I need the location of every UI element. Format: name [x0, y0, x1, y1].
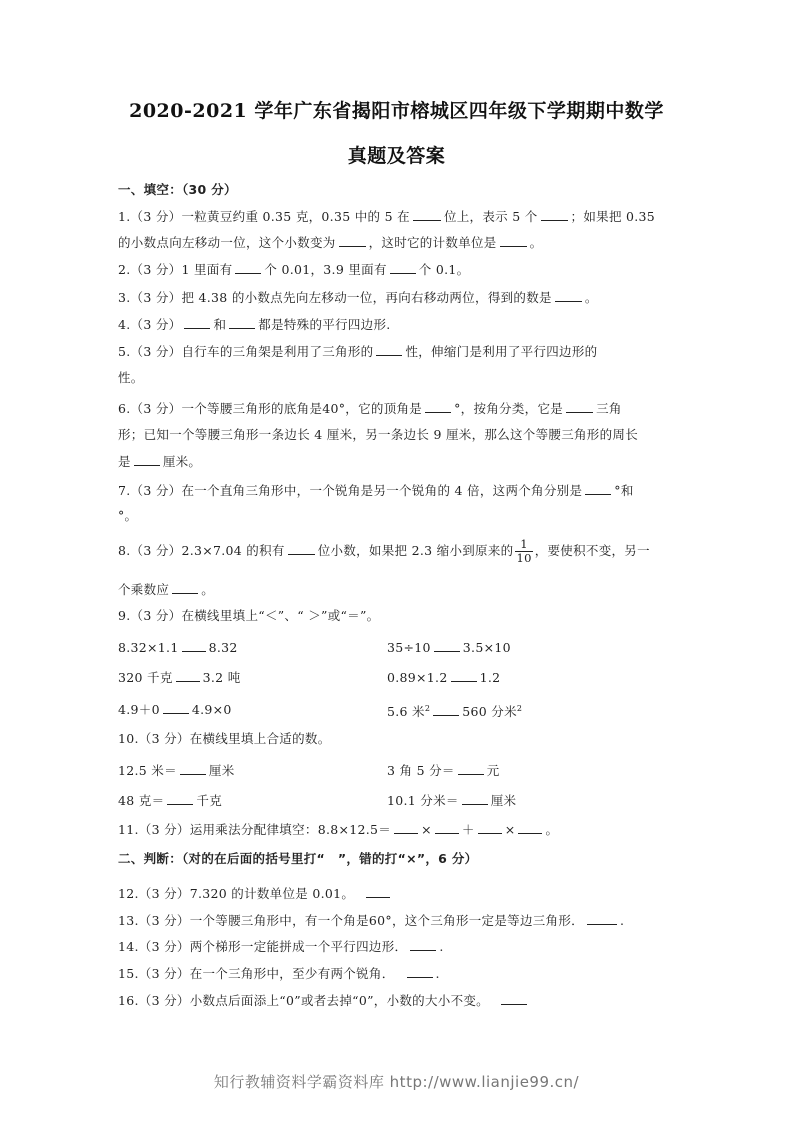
answer-blank[interactable] — [587, 911, 617, 925]
answer-blank[interactable] — [462, 791, 488, 805]
answer-blank[interactable] — [585, 481, 611, 495]
question-6-line1: 6.（3 分）一个等腰三角形的底角是40°，它的顶角是 °，按角分类，它是 三角 — [118, 401, 622, 416]
question-12: 12.（3 分）7.320 的计数单位是 0.01。 — [118, 884, 393, 903]
question-8-line2: 个乘数应 。 — [118, 582, 215, 597]
answer-blank[interactable] — [413, 207, 441, 221]
q10-item-2: 3 角 5 分＝ 元 — [387, 763, 500, 778]
question-11: 11.（3 分）运用乘法分配律填空：8.8×12.5＝ × ＋ × 。 — [118, 822, 559, 837]
question-1-line2: 的小数点向左移动一位，这个小数变为 ，这时它的计数单位是 。 — [118, 235, 543, 250]
answer-blank[interactable] — [566, 399, 593, 413]
footer-watermark: 知行教辅资料学霸资料库 http://www.lianjie99.cn/ — [213, 1073, 580, 1091]
question-15: 15.（3 分）在一个三角形中，至少有两个锐角． . — [118, 966, 440, 981]
question-3: 3.（3 分）把 4.38 的小数点先向左移动一位，再向右移动两位，得到的数是 。 — [118, 290, 598, 305]
answer-blank[interactable] — [229, 315, 255, 329]
question-2: 2.（3 分）1 里面有 个 0.01，3.9 里面有 个 0.1。 — [118, 262, 470, 277]
answer-blank[interactable] — [180, 761, 206, 775]
answer-blank[interactable] — [478, 820, 502, 834]
question-4: 4.（3 分） 和 都是特殊的平行四边形. — [118, 317, 391, 332]
answer-blank[interactable] — [176, 668, 200, 682]
answer-blank[interactable] — [410, 937, 436, 951]
question-9: 9.（3 分）在横线里填上“＜”、“ ＞”或“＝”。 — [118, 608, 380, 623]
answer-blank[interactable] — [172, 580, 198, 594]
document-title-line1: 2020-2021 学年广东省揭阳市榕城区四年级下学期期中数学 — [129, 100, 664, 122]
answer-blank[interactable] — [500, 233, 527, 247]
question-6-line2: 形；已知一个等腰三角形一条边长 4 厘米，另一条边长 9 厘米，那么这个等腰三角形的周长 — [118, 427, 639, 442]
answer-blank[interactable] — [434, 638, 460, 652]
answer-blank[interactable] — [433, 702, 459, 716]
question-5-line1: 5.（3 分）自行车的三角架是利用了三角形的 性，伸缩门是利用了平行四边形的 — [118, 344, 598, 359]
question-10: 10.（3 分）在横线里填上合适的数。 — [118, 731, 331, 746]
answer-blank[interactable] — [167, 791, 193, 805]
section-heading-fill-in: 一、填空：（30 分） — [118, 182, 237, 197]
answer-blank[interactable] — [366, 884, 390, 898]
answer-blank[interactable] — [394, 820, 418, 834]
question-5-line2: 性。 — [118, 370, 144, 385]
q10-item-1: 12.5 米＝ 厘米 — [118, 763, 235, 778]
section-heading-judgement: 二、判断：（对的在后面的括号里打“ ”，错的打“×”，6 分） — [118, 851, 478, 866]
question-16: 16.（3 分）小数点后面添上“0”或者去掉“0”，小数的大小不变。 — [118, 991, 530, 1010]
question-1-line1: 1.（3 分）一粒黄豆约重 0.35 克，0.35 中的 5 在 位上，表示 5 个 ；如果把 0.35 — [118, 209, 656, 224]
fraction-one-tenth: $\frac{1}{10}$ — [516, 537, 532, 565]
answer-blank[interactable] — [376, 342, 402, 356]
answer-blank[interactable] — [541, 207, 568, 221]
answer-blank[interactable] — [451, 668, 477, 682]
question-8-line1: 8.（3 分）2.3×7.04 的积有 位小数，如果把 2.3 缩小到原来的 $\frac{1}{10}$ ，要使积不变，另一 — [118, 537, 650, 565]
answer-blank[interactable] — [501, 991, 527, 1005]
document-title-line2: 真题及答案 — [347, 145, 446, 167]
q10-item-3: 48 克＝ 千克 — [118, 793, 222, 808]
question-6-line3: 是 厘米。 — [118, 454, 202, 469]
question-7-line2: °。 — [118, 508, 138, 523]
answer-blank[interactable] — [163, 700, 189, 714]
q9-item-4: 0.89×1.2 1.2 — [387, 670, 501, 685]
q9-item-6: 5.6 米$^2$ 560 分米$^2$ — [387, 704, 523, 720]
question-14: 14.（3 分）两个梯形一定能拼成一个平行四边形． . — [118, 939, 444, 954]
answer-blank[interactable] — [288, 541, 315, 555]
answer-blank[interactable] — [390, 260, 416, 274]
q10-item-4: 10.1 分米＝ 厘米 — [387, 793, 517, 808]
answer-blank[interactable] — [518, 820, 542, 834]
answer-blank[interactable] — [407, 964, 433, 978]
answer-blank[interactable] — [184, 315, 210, 329]
question-13: 13.（3 分）一个等腰三角形中，有一个角是60°，这个三角形一定是等边三角形． . — [118, 913, 625, 928]
q9-item-2: 35÷10 3.5×10 — [387, 640, 511, 655]
answer-blank[interactable] — [182, 638, 206, 652]
answer-blank[interactable] — [235, 260, 261, 274]
answer-blank[interactable] — [339, 233, 366, 247]
answer-blank[interactable] — [458, 761, 484, 775]
answer-blank[interactable] — [555, 288, 582, 302]
q9-item-5: 4.9＋0 4.9×0 — [118, 702, 232, 717]
answer-blank[interactable] — [425, 399, 451, 413]
answer-blank[interactable] — [435, 820, 459, 834]
answer-blank[interactable] — [134, 452, 160, 466]
question-7-line1: 7.（3 分）在一个直角三角形中，一个锐角是另一个锐角的 4 倍，这两个角分别是 °和 — [118, 483, 634, 498]
q9-item-1: 8.32×1.1 8.32 — [118, 640, 238, 655]
q9-item-3: 320 千克 3.2 吨 — [118, 670, 241, 685]
